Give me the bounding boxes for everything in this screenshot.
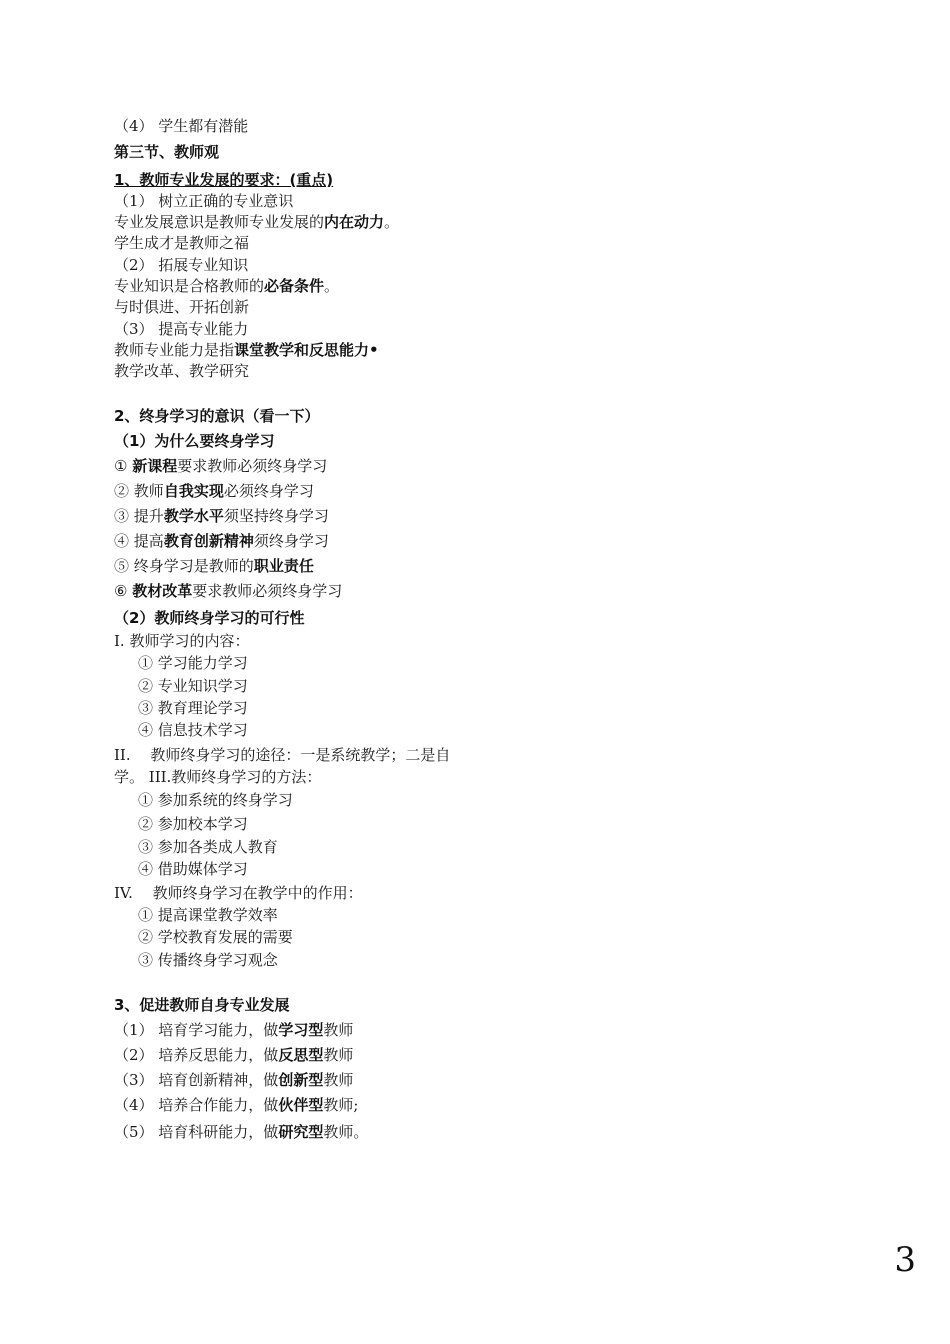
text-line: （4） 学生都有潜能	[114, 117, 249, 135]
list-item: ① 学习能力学习	[138, 654, 248, 672]
bold-text: 研究型	[278, 1123, 324, 1141]
list-item	[114, 456, 327, 476]
text-line: 学。 III.教师终身学习的方法：	[114, 768, 322, 786]
bold-text: 自我实现	[163, 482, 224, 500]
list-item	[114, 506, 329, 526]
text: 要求教师必须终身学习	[177, 457, 328, 475]
text-line: 学生成才是教师之福	[114, 234, 250, 252]
bold-text: 新课程	[132, 457, 178, 475]
text: 专业知识是合格教师的	[114, 277, 265, 295]
list-item	[114, 581, 342, 601]
list-item	[114, 1070, 353, 1090]
list-item: ① 参加系统的终身学习	[138, 791, 293, 809]
marker: ①	[114, 457, 128, 475]
text: 。	[324, 277, 340, 295]
list-item: ③ 教育理论学习	[138, 699, 248, 717]
text: 教师专业能力是指	[114, 341, 235, 359]
bold-text: 教学水平	[163, 507, 224, 525]
text: 专业发展意识是教师专业发展的	[114, 213, 325, 231]
text: 提升	[133, 507, 164, 525]
text-line	[114, 276, 339, 296]
bold-text: 创新型	[278, 1071, 324, 1089]
list-item: ② 专业知识学习	[138, 677, 248, 695]
marker: ③	[114, 507, 130, 525]
subheading: 1、教师专业发展的要求：(重点)	[114, 171, 334, 189]
text: 要求教师必须终身学习	[192, 582, 343, 600]
list-item	[114, 1045, 353, 1065]
list-item	[114, 481, 314, 501]
list-item	[114, 1020, 353, 1040]
text: （4） 培养合作能力，做	[114, 1096, 279, 1114]
bold-text: 必备条件	[264, 277, 325, 295]
text: 须终身学习	[253, 532, 329, 550]
bold-text: 教材改革	[132, 582, 193, 600]
text: 必须终身学习	[223, 482, 314, 500]
text: 教师	[133, 482, 164, 500]
text: （1） 培育学习能力，做	[114, 1021, 279, 1039]
subheading: 3、促进教师自身专业发展	[114, 996, 290, 1014]
text-line	[114, 212, 399, 232]
list-item	[114, 1122, 368, 1142]
text-line: 与时俱进、开拓创新	[114, 298, 250, 316]
text-line: （1） 树立正确的专业意识	[114, 192, 294, 210]
text: 提高	[133, 532, 164, 550]
text: 教师。	[323, 1123, 369, 1141]
section-heading: 第三节、教师观	[114, 143, 220, 161]
text: （2） 培养反思能力，做	[114, 1046, 279, 1064]
list-item	[114, 556, 314, 576]
subheading: （2）教师终身学习的可行性	[114, 609, 305, 627]
list-item: ② 参加校本学习	[138, 815, 248, 833]
subheading: 2、终身学习的意识（看一下）	[114, 407, 320, 425]
list-item: ④ 信息技术学习	[138, 721, 248, 739]
bold-text: 教育创新精神	[163, 532, 254, 550]
text: 终身学习是教师的	[133, 557, 254, 575]
text-line: II. 教师终身学习的途径：一是系统教学；二是自	[114, 746, 451, 764]
list-item: ④ 借助媒体学习	[138, 860, 248, 878]
list-item	[114, 1095, 358, 1115]
list-item: ③ 参加各类成人教育	[138, 838, 278, 856]
list-item: ② 学校教育发展的需要	[138, 928, 293, 946]
marker: ④	[114, 532, 130, 550]
text: （5） 培育科研能力，做	[114, 1123, 279, 1141]
page-number: 3	[894, 1240, 916, 1280]
text-line: （3） 提高专业能力	[114, 320, 249, 338]
text-line: 教学改革、教学研究	[114, 362, 250, 380]
text: 教师;	[323, 1096, 359, 1114]
text-line: （2） 拓展专业知识	[114, 256, 249, 274]
marker: ⑥	[114, 582, 128, 600]
bold-text: 伙伴型	[278, 1096, 324, 1114]
text: 教师	[323, 1021, 354, 1039]
text: 须坚持终身学习	[223, 507, 329, 525]
bold-text: 课堂教学和反思能力•	[234, 341, 379, 359]
bold-text: 内在动力	[324, 213, 385, 231]
text: （3） 培育创新精神，做	[114, 1071, 279, 1089]
text-line: IV. 教师终身学习在教学中的作用：	[114, 884, 363, 902]
bold-text: 职业责任	[253, 557, 314, 575]
bold-text: 学习型	[278, 1021, 324, 1039]
text-line: I. 教师学习的内容：	[114, 632, 250, 650]
text: 。	[384, 213, 400, 231]
subheading: （1）为什么要终身学习	[114, 432, 275, 450]
list-item: ③ 传播终身学习观念	[138, 951, 278, 969]
marker: ②	[114, 482, 130, 500]
text-line	[114, 340, 379, 360]
text: 教师	[323, 1071, 354, 1089]
text: 教师	[323, 1046, 354, 1064]
list-item: ① 提高课堂教学效率	[138, 906, 278, 924]
list-item	[114, 531, 329, 551]
marker: ⑤	[114, 557, 130, 575]
bold-text: 反思型	[278, 1046, 324, 1064]
